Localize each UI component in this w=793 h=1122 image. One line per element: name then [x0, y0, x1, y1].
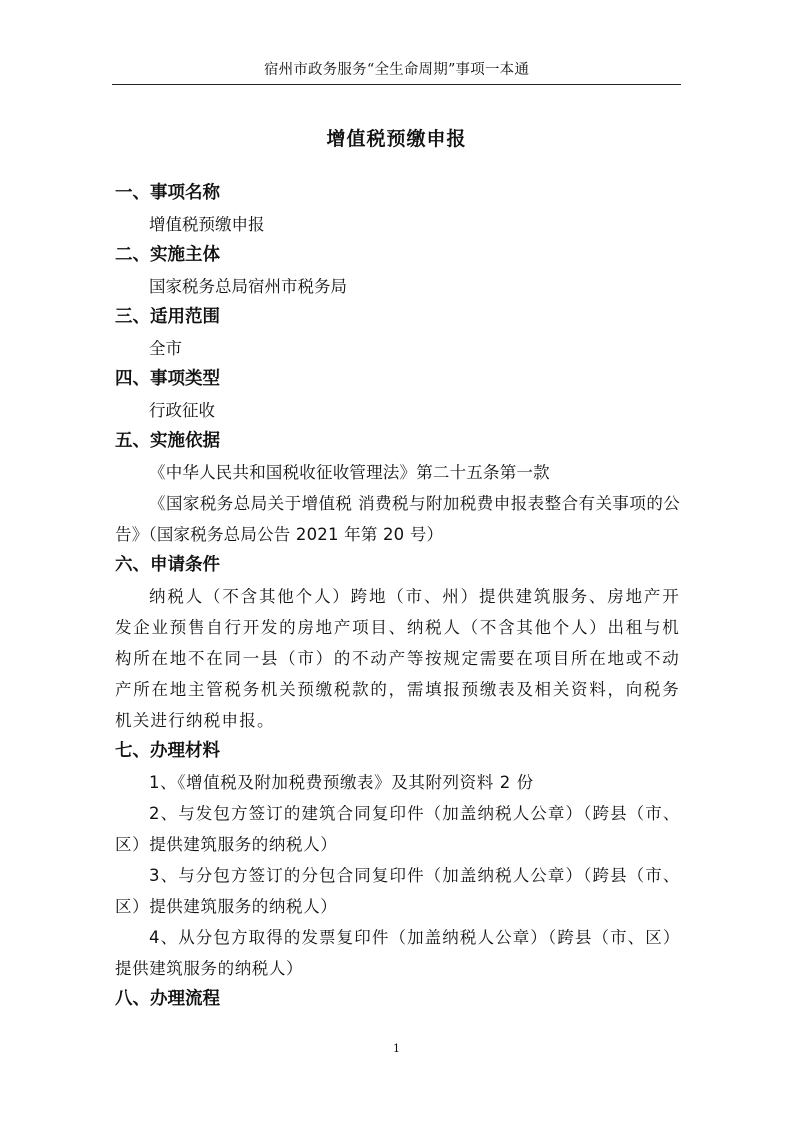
page-header: 宿州市政务服务“全生命周期”事项一本通: [263, 62, 530, 78]
item-name-value: 增值税预缴申报: [149, 215, 265, 234]
section-heading-implementing-body: 二、实施主体: [115, 245, 220, 265]
legal-basis-law: 《中华人民共和国税收征收管理法》第二十五条第一款: [149, 463, 550, 482]
section-heading-materials: 七、办理材料: [115, 741, 220, 761]
material-item-4: 4、从分包方取得的发票复印件（加盖纳税人公章）（跨县（市、区）提供建筑服务的纳税人）: [115, 928, 680, 978]
section-heading-scope: 三、适用范围: [115, 307, 220, 327]
section-heading-legal-basis: 五、实施依据: [115, 431, 220, 451]
section-heading-process: 八、办理流程: [115, 989, 220, 1009]
material-item-1: 1、《增值税及附加税费预缴表》及其附列资料 2 份: [149, 773, 534, 792]
document-title: 增值税预缴申报: [326, 128, 467, 150]
page-number: 1: [393, 1042, 400, 1055]
item-type-value: 行政征收: [149, 401, 215, 420]
header-rule: [112, 84, 681, 85]
application-conditions-text: 纳税人（不含其他个人）跨地（市、州）提供建筑服务、房地产开发企业预售自行开发的房地产项目、纳税人（不含其他个人）出租与机构所在地不在同一县（市）的不动产等按规定需要在项目所在地或不动产所在地主管税务机关预缴税款的，需填报预缴表及相关资料，向税务机关进行纳税申报。: [115, 587, 680, 730]
material-item-3: 3、与分包方签订的分包合同复印件（加盖纳税人公章）（跨县（市、区）提供建筑服务的纳税人）: [115, 866, 680, 916]
document-body: [115, 178, 680, 1015]
section-heading-conditions: 六、申请条件: [115, 555, 220, 575]
section-heading-item-name: 一、事项名称: [115, 183, 220, 203]
material-item-2: 2、与发包方签订的建筑合同复印件（加盖纳税人公章）（跨县（市、区）提供建筑服务的纳税人）: [115, 804, 680, 854]
scope-value: 全市: [149, 339, 182, 358]
legal-basis-announcement: 《国家税务总局关于增值税 消费税与附加税费申报表整合有关事项的公告》（国家税务总局公告 2021 年第 20 号）: [115, 494, 680, 544]
implementing-body-value: 国家税务总局宿州市税务局: [149, 277, 347, 296]
section-heading-item-type: 四、事项类型: [115, 369, 220, 389]
